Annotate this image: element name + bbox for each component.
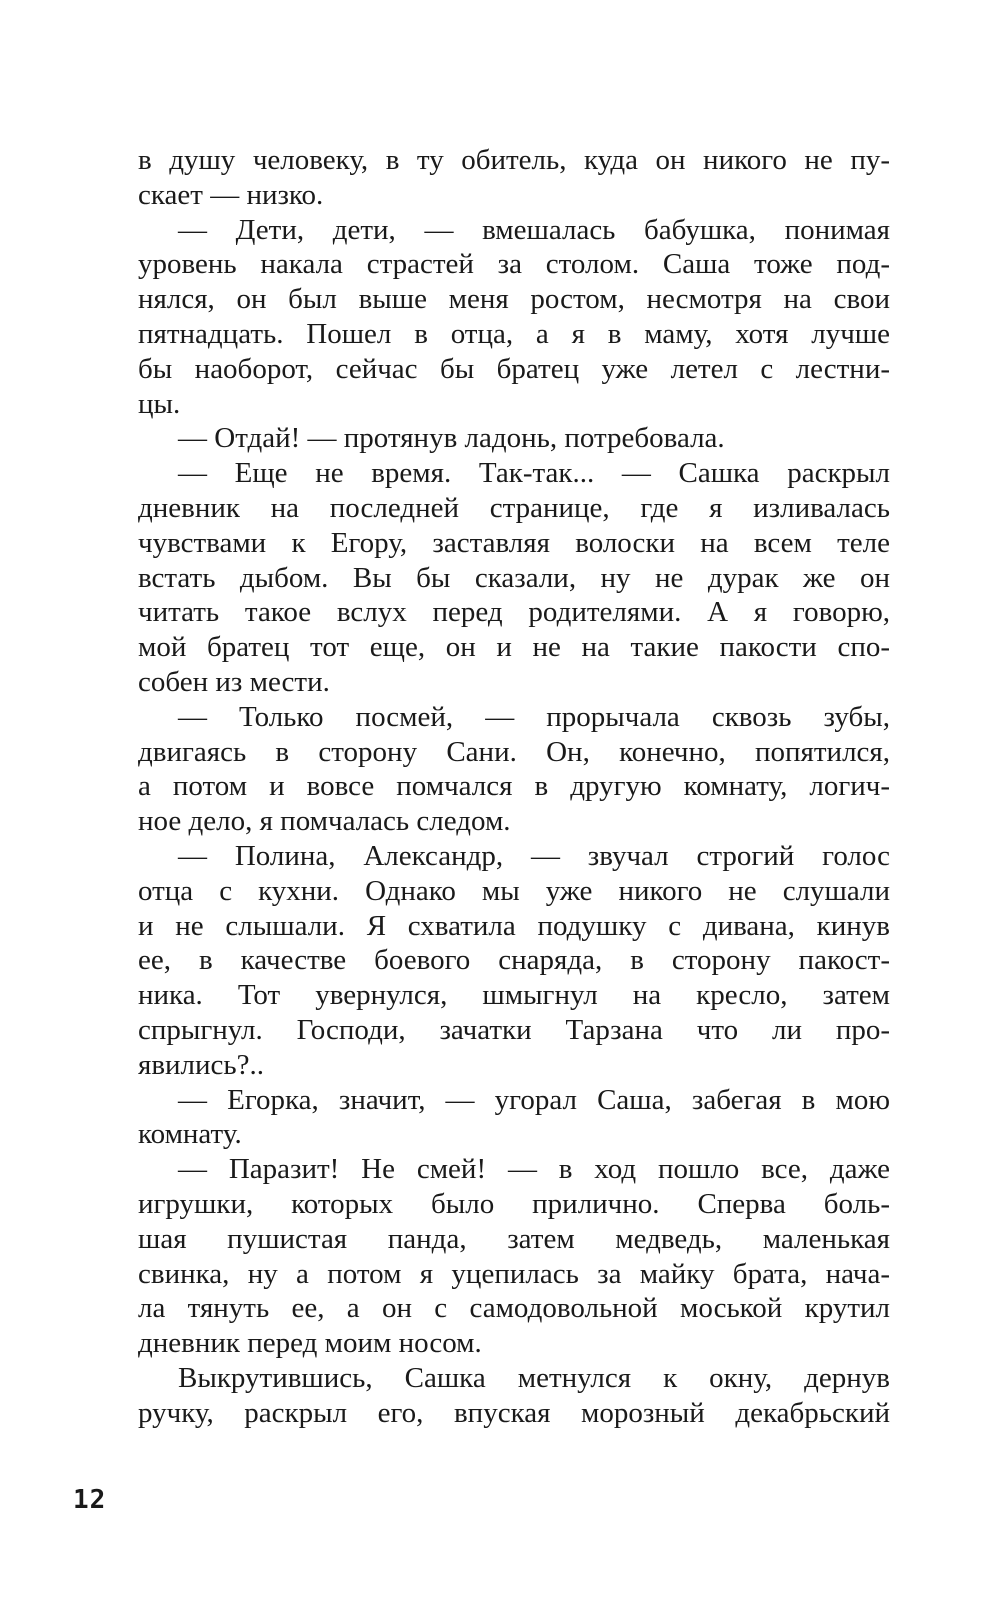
text-line: дневник на последней странице, где я изливалась xyxy=(138,491,890,524)
text-line: дневник перед моим носом. xyxy=(138,1327,482,1360)
text-line: комнату. xyxy=(138,1118,242,1151)
text-line: спрыгнул. Господи, зачатки Тарзана что ли про- xyxy=(138,1013,890,1046)
text-line: уровень накала страстей за столом. Саша тоже под- xyxy=(138,248,890,281)
text-line: явились?.. xyxy=(138,1048,265,1081)
text-line: пятнадцать. Пошел в отца, а я в маму, хотя лучше xyxy=(138,317,890,350)
text-line: в душу человеку, в ту обитель, куда он никого не пу- xyxy=(138,144,890,176)
text-line: — Дети, дети, — вмешалась бабушка, понимая xyxy=(178,213,890,246)
text-line: читать такое вслух перед родителями. А я говорю, xyxy=(138,596,890,629)
text-line: ла тянуть ее, а он с самодовольной моськой крутил xyxy=(138,1292,890,1325)
text-line: шая пушистая панда, затем медведь, маленькая xyxy=(138,1222,890,1255)
text-line: нялся, он был выше меня ростом, несмотря на свои xyxy=(138,283,890,316)
text-line: отца с кухни. Однако мы уже никого не слушали xyxy=(138,874,890,907)
text-line: ное дело, я помчалась следом. xyxy=(138,805,511,838)
page-number: 12 xyxy=(73,1485,107,1515)
text-line: мой братец тот еще, он и не на такие пакости спо- xyxy=(138,631,890,664)
text-line: ручку, раскрыл его, впуская морозный декабрьский xyxy=(138,1396,890,1429)
text-line: ее, в качестве боевого снаряда, в сторону пакост- xyxy=(138,944,890,977)
text-line: двигаясь в сторону Сани. Он, конечно, попятился, xyxy=(138,735,890,768)
text-line: Выкрутившись, Сашка метнулся к окну, дернув xyxy=(178,1361,890,1394)
text-line: — Паразит! Не смей! — в ход пошло все, даже xyxy=(178,1153,890,1186)
text-line: собен из мести. xyxy=(138,665,330,698)
text-line: скает — низко. xyxy=(138,178,324,211)
text-line: цы. xyxy=(138,387,181,420)
text-line: чувствами к Егору, заставляя волоски на всем теле xyxy=(138,526,890,559)
text-line: свинка, ну а потом я уцепилась за майку брата, нача- xyxy=(138,1257,890,1290)
text-line: — Егорка, значит, — угорал Саша, забегая в мою xyxy=(178,1083,890,1116)
text-line: — Еще не время. Так-так... — Сашка раскрыл xyxy=(178,457,890,490)
text-line: — Только посмей, — прорычала сквозь зубы, xyxy=(178,700,890,733)
text-line: и не слышали. Я схватила подушку с дивана, кинув xyxy=(138,909,890,942)
text-line: — Полина, Александр, — звучал строгий голос xyxy=(178,839,890,872)
text-line: бы наоборот, сейчас бы братец уже летел с лестни- xyxy=(138,352,890,385)
text-line: игрушки, которых было прилично. Сперва боль- xyxy=(138,1187,890,1220)
text-line: — Отдай! — протянув ладонь, потребовала. xyxy=(178,422,725,455)
text-line: встать дыбом. Вы бы сказали, ну не дурак же он xyxy=(138,561,890,594)
text-line: а потом и вовсе помчался в другую комнату, логич- xyxy=(138,770,890,803)
text-line: ника. Тот увернулся, шмыгнул на кресло, затем xyxy=(138,979,890,1012)
body-text xyxy=(138,143,890,1430)
